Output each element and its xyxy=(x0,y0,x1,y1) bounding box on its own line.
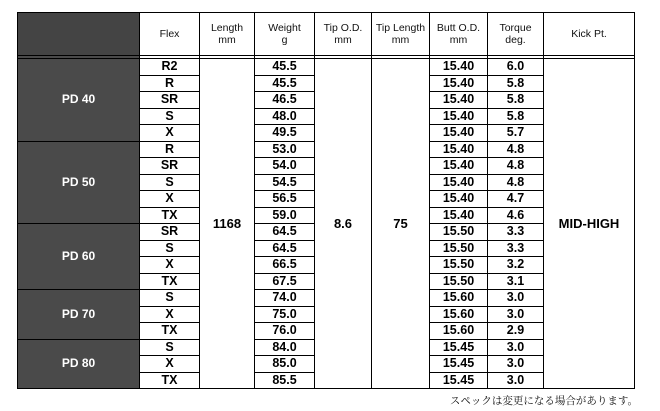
weight-cell: 84.0 xyxy=(255,339,315,356)
header-weight-unit: g xyxy=(281,34,288,46)
spec-table xyxy=(17,12,635,389)
butt-od-cell: 15.50 xyxy=(430,257,488,274)
weight-cell: 74.0 xyxy=(255,290,315,307)
torque-cell: 5.7 xyxy=(488,125,544,142)
flex-cell: SR xyxy=(140,224,200,241)
flex-cell: R xyxy=(140,141,200,158)
weight-cell: 67.5 xyxy=(255,273,315,290)
spec-change-note: スペックは変更になる場合があります。 xyxy=(449,395,638,407)
model-name: PD 70 xyxy=(18,290,140,340)
flex-cell: TX xyxy=(140,372,200,389)
torque-cell: 4.8 xyxy=(488,174,544,191)
weight-cell: 85.0 xyxy=(255,356,315,373)
weight-cell: 46.5 xyxy=(255,92,315,109)
weight-cell: 53.0 xyxy=(255,141,315,158)
weight-cell: 49.5 xyxy=(255,125,315,142)
model-name: PD 40 xyxy=(18,59,140,142)
weight-cell: 45.5 xyxy=(255,75,315,92)
butt-od-cell: 15.40 xyxy=(430,158,488,175)
flex-cell: X xyxy=(140,306,200,323)
butt-od-cell: 15.40 xyxy=(430,191,488,208)
tip-od-cell: 8.6 xyxy=(315,59,372,389)
header-torque-label: Torque xyxy=(499,22,532,34)
weight-cell: 76.0 xyxy=(255,323,315,340)
torque-cell: 4.8 xyxy=(488,158,544,175)
flex-cell: SR xyxy=(140,92,200,109)
butt-od-cell: 15.50 xyxy=(430,240,488,257)
weight-cell: 85.5 xyxy=(255,372,315,389)
header-flex: Flex xyxy=(140,13,200,56)
butt-od-cell: 15.40 xyxy=(430,92,488,109)
header-tip-od xyxy=(315,13,372,56)
flex-cell: R2 xyxy=(140,59,200,76)
kick-point-cell: MID-HIGH xyxy=(544,59,635,389)
torque-cell: 3.0 xyxy=(488,290,544,307)
flex-cell: TX xyxy=(140,273,200,290)
header-kick-point: Kick Pt. xyxy=(544,13,635,56)
torque-cell: 3.0 xyxy=(488,306,544,323)
weight-cell: 48.0 xyxy=(255,108,315,125)
model-name: PD 80 xyxy=(18,339,140,389)
butt-od-cell: 15.45 xyxy=(430,372,488,389)
weight-cell: 64.5 xyxy=(255,224,315,241)
header-butt-od-label: Butt O.D. xyxy=(436,22,481,34)
torque-cell: 5.8 xyxy=(488,75,544,92)
flex-cell: TX xyxy=(140,207,200,224)
torque-cell: 3.3 xyxy=(488,224,544,241)
torque-cell: 5.8 xyxy=(488,92,544,109)
torque-cell: 3.0 xyxy=(488,372,544,389)
flex-cell: S xyxy=(140,108,200,125)
header-tip-od-unit: mm xyxy=(334,34,352,46)
header-weight-label: Weight xyxy=(268,22,301,34)
header-length-unit: mm xyxy=(218,34,236,46)
butt-od-cell: 15.40 xyxy=(430,174,488,191)
flex-cell: X xyxy=(140,257,200,274)
header-tip-length-label: Tip Length xyxy=(375,22,426,34)
torque-cell: 3.3 xyxy=(488,240,544,257)
torque-cell: 3.0 xyxy=(488,339,544,356)
spec-body xyxy=(18,56,635,389)
torque-cell: 6.0 xyxy=(488,59,544,76)
header-torque xyxy=(488,13,544,56)
model-name: PD 60 xyxy=(18,224,140,290)
flex-cell: X xyxy=(140,125,200,142)
butt-od-cell: 15.60 xyxy=(430,323,488,340)
header-butt-od xyxy=(430,13,488,56)
tip-length-cell: 75 xyxy=(372,59,430,389)
flex-cell: X xyxy=(140,191,200,208)
flex-cell: S xyxy=(140,174,200,191)
butt-od-cell: 15.60 xyxy=(430,306,488,323)
header-corner xyxy=(18,13,140,56)
header-torque-unit: deg. xyxy=(505,34,526,46)
weight-cell: 54.0 xyxy=(255,158,315,175)
butt-od-cell: 15.45 xyxy=(430,356,488,373)
torque-cell: 2.9 xyxy=(488,323,544,340)
weight-cell: 54.5 xyxy=(255,174,315,191)
butt-od-cell: 15.40 xyxy=(430,125,488,142)
flex-cell: S xyxy=(140,339,200,356)
flex-cell: TX xyxy=(140,323,200,340)
header-tip-length xyxy=(372,13,430,56)
header-row xyxy=(18,13,635,56)
butt-od-cell: 15.50 xyxy=(430,224,488,241)
header-length xyxy=(200,13,255,56)
torque-cell: 4.6 xyxy=(488,207,544,224)
length-cell: 1168 xyxy=(200,59,255,389)
weight-cell: 66.5 xyxy=(255,257,315,274)
flex-cell: S xyxy=(140,240,200,257)
butt-od-cell: 15.40 xyxy=(430,141,488,158)
torque-cell: 3.2 xyxy=(488,257,544,274)
butt-od-cell: 15.40 xyxy=(430,59,488,76)
torque-cell: 4.7 xyxy=(488,191,544,208)
weight-cell: 59.0 xyxy=(255,207,315,224)
torque-cell: 5.8 xyxy=(488,108,544,125)
header-tip-od-label: Tip O.D. xyxy=(323,22,363,34)
butt-od-cell: 15.40 xyxy=(430,75,488,92)
butt-od-cell: 15.40 xyxy=(430,108,488,125)
butt-od-cell: 15.60 xyxy=(430,290,488,307)
flex-cell: X xyxy=(140,356,200,373)
torque-cell: 3.0 xyxy=(488,356,544,373)
butt-od-cell: 15.45 xyxy=(430,339,488,356)
weight-cell: 56.5 xyxy=(255,191,315,208)
flex-cell: SR xyxy=(140,158,200,175)
flex-cell: R xyxy=(140,75,200,92)
header-tip-length-unit: mm xyxy=(391,34,410,46)
butt-od-cell: 15.40 xyxy=(430,207,488,224)
header-length-label: Length xyxy=(210,22,244,34)
butt-od-cell: 15.50 xyxy=(430,273,488,290)
weight-cell: 45.5 xyxy=(255,59,315,76)
weight-cell: 75.0 xyxy=(255,306,315,323)
table-row xyxy=(18,59,635,76)
torque-cell: 3.1 xyxy=(488,273,544,290)
torque-cell: 4.8 xyxy=(488,141,544,158)
model-name: PD 50 xyxy=(18,141,140,224)
header-butt-od-unit: mm xyxy=(449,34,468,46)
header-weight xyxy=(255,13,315,56)
weight-cell: 64.5 xyxy=(255,240,315,257)
flex-cell: S xyxy=(140,290,200,307)
